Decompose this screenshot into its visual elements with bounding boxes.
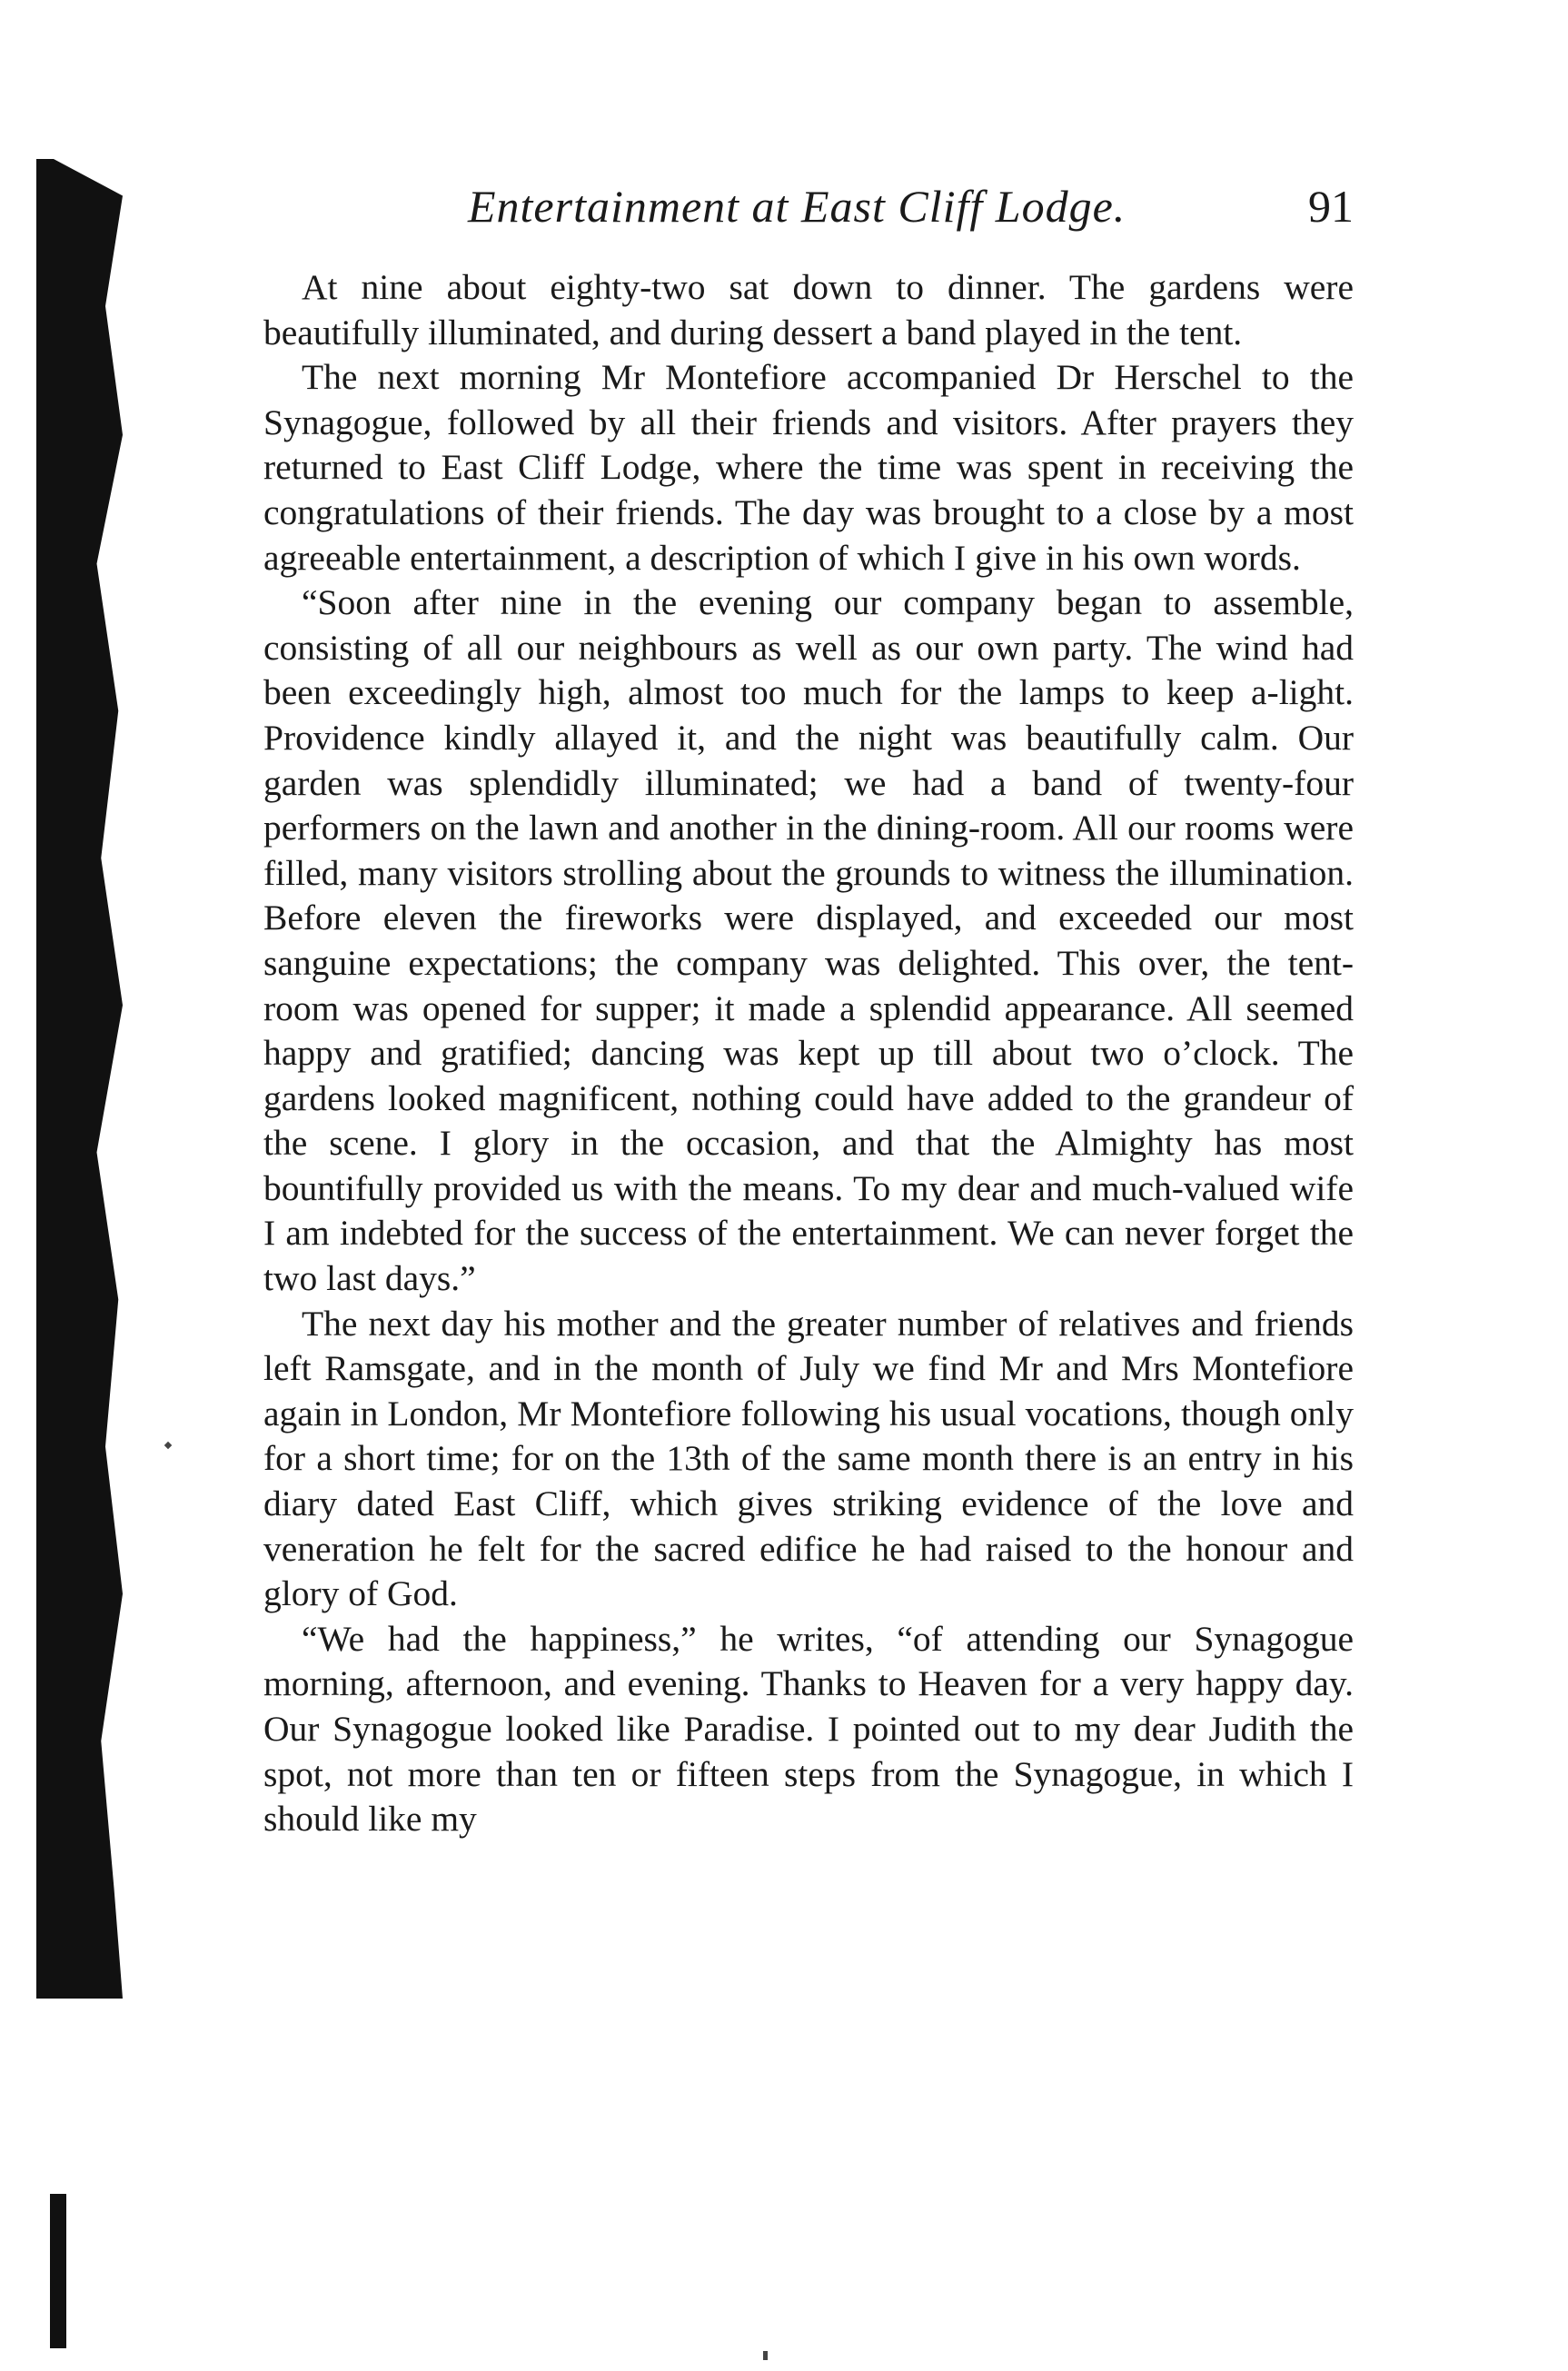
scan-binding-shadow-lower — [50, 2194, 66, 2348]
page-header — [263, 180, 1354, 253]
paragraph: At nine about eighty-two sat down to dinner. The gardens were beautifully illuminated, and during dessert a band played in the tent. — [263, 267, 1354, 352]
body-text — [263, 265, 1354, 1842]
paragraph: “We had the happiness,” he writes, “of attending our Synagogue morning, afternoon, and evening. Thanks to Heaven for a very happy day. Our Synagogue looked like Paradise. I pointed out to my dear Judith the spot, not more than ten or fifteen steps from the Synagogue, in which I should like my — [263, 1618, 1354, 1840]
paragraph: The next morning Mr Montefiore accompanied Dr Herschel to the Synagogue, followed by all their friends and visitors. After prayers they returned to East Cliff Lodge, where the time was spent in receiving the congratulations of their friends. The day was brought to a close by a most agreeable entertainment, a description of which I give in his own words. — [263, 357, 1354, 578]
scan-binding-shadow — [36, 159, 123, 1999]
page-number: 91 — [1308, 181, 1354, 232]
paragraph: The next day his mother and the greater number of relatives and friends left Ramsgate, and in the month of July we find Mr and Mrs Montefiore again in London, Mr Montefiore following his usual vocations, though only for a short time; for on the 13th of the same month there is an entry in his diary dated East Cliff, which gives striking evidence of the love and veneration he felt for the sacred edifice he had raised to the honour and glory of God. — [263, 1303, 1354, 1614]
stray-ink-mark — [164, 1442, 172, 1449]
paragraph: “Soon after nine in the evening our company began to assemble, consisting of all our neighbours as well as our own party. The wind had been exceedingly high, almost too much for the lamps to keep a-light. Providence kindly allayed it, and the night was beautifully calm. Our garden was splendidly illuminated; we had a band of twenty-four performers on the lawn and another in the dining-room. All our rooms were filled, many visitors strolling about the grounds to witness the illumination. Before eleven the fireworks were displayed, and exceeded our most sanguine expectations; the company was delighted. This over, the tent-room was opened for supper; it made a splendid appearance. All seemed happy and gratified; dancing was kept up till about two o’clock. The gardens looked magnificent, nothing could have added to the grandeur of the scene. I glory in the occasion, and that the Almighty has most bountifully provided us with the means. To my dear and much-valued wife I am indebted for the success of the entertainment. We can never forget the two last days.” — [263, 582, 1354, 1299]
stray-ink-mark-bottom — [763, 2351, 768, 2360]
running-title: Entertainment at East Cliff Lodge. — [468, 181, 1126, 232]
